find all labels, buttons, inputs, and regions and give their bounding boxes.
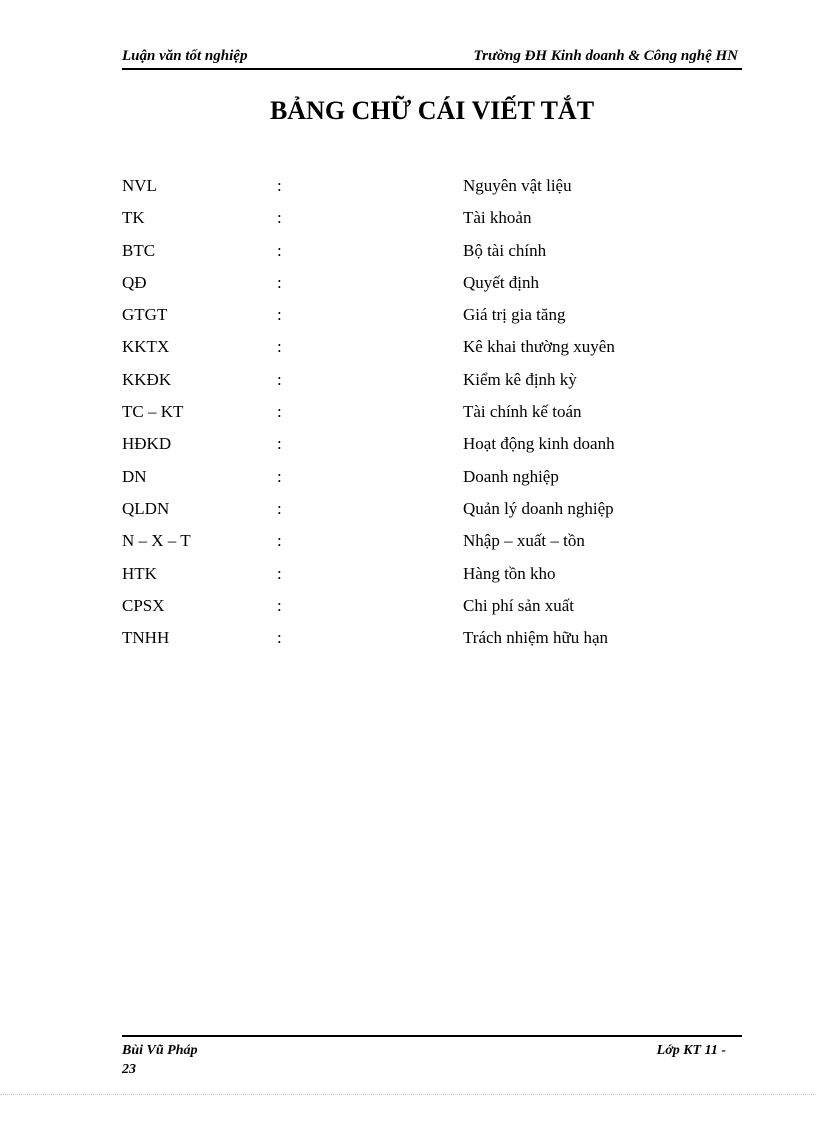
abbreviation-term: CPSX — [122, 595, 165, 615]
abbreviation-meaning: Chi phí sản xuất — [463, 595, 574, 615]
abbreviation-meaning: Nhập – xuất – tồn — [463, 531, 585, 551]
abbreviation-term: TNHH — [122, 628, 170, 648]
abbreviation-meaning: Nguyên vật liệu — [463, 176, 572, 195]
page-footer — [122, 1035, 742, 1077]
abbreviation-separator: : — [277, 369, 282, 389]
abbreviation-row — [122, 398, 722, 430]
abbreviation-term: GTGT — [122, 305, 168, 325]
abbreviation-list — [122, 172, 722, 656]
abbreviation-term: HTK — [122, 563, 157, 583]
abbreviation-term: HĐKD — [122, 434, 172, 454]
abbreviation-separator: : — [277, 595, 282, 615]
header-thesis-label: Luận văn tốt nghiệp — [122, 48, 248, 64]
footer-class: Lớp KT 11 - — [656, 1043, 726, 1058]
abbreviation-row — [122, 333, 722, 365]
abbreviation-meaning: Tài chính kế toán — [463, 402, 582, 422]
abbreviation-term: KKĐK — [122, 369, 172, 389]
abbreviation-meaning: Tài khoản — [463, 208, 532, 228]
abbreviation-separator: : — [277, 434, 282, 454]
abbreviation-term: TK — [122, 208, 145, 228]
abbreviation-term: TC – KT — [122, 402, 184, 422]
abbreviation-separator: : — [277, 628, 282, 648]
abbreviation-separator: : — [277, 305, 282, 325]
abbreviation-meaning: Kê khai thường xuyên — [463, 337, 615, 357]
abbreviation-meaning: Hoạt động kinh doanh — [463, 434, 615, 454]
page-header — [122, 48, 742, 70]
abbreviation-separator: : — [277, 402, 282, 422]
abbreviation-row — [122, 560, 722, 592]
abbreviation-separator: : — [277, 337, 282, 357]
abbreviation-row — [122, 527, 722, 559]
abbreviation-separator: : — [277, 240, 282, 260]
footer-author: Bùi Vũ Pháp — [122, 1043, 198, 1058]
abbreviation-separator: : — [277, 272, 282, 292]
page-title: BẢNG CHỮ CÁI VIẾT TẮT — [269, 96, 595, 125]
abbreviation-term: QLDN — [122, 498, 170, 518]
abbreviation-term: BTC — [122, 240, 156, 260]
abbreviation-row — [122, 301, 722, 333]
abbreviation-row — [122, 624, 722, 656]
header-university-name: Trường ĐH Kinh doanh & Công nghệ HN — [473, 48, 738, 64]
abbreviation-row — [122, 366, 722, 398]
abbreviation-separator: : — [277, 176, 282, 195]
abbreviation-meaning: Trách nhiệm hữu hạn — [463, 628, 609, 648]
abbreviation-meaning: Doanh nghiệp — [463, 466, 559, 486]
abbreviation-meaning: Hàng tồn kho — [463, 563, 556, 583]
abbreviation-row — [122, 269, 722, 301]
abbreviation-meaning: Quyết định — [463, 272, 540, 292]
abbreviation-row — [122, 204, 722, 236]
abbreviation-term: DN — [122, 466, 147, 486]
abbreviation-separator: : — [277, 563, 282, 583]
abbreviation-meaning: Bộ tài chính — [463, 240, 547, 260]
abbreviation-row — [122, 172, 722, 204]
abbreviation-term: KKTX — [122, 337, 170, 357]
abbreviation-row — [122, 495, 722, 527]
abbreviation-separator: : — [277, 498, 282, 518]
page-boundary-divider — [0, 1094, 816, 1095]
abbreviation-row — [122, 592, 722, 624]
abbreviation-term: NVL — [122, 176, 157, 195]
abbreviation-row — [122, 430, 722, 462]
page-number: 23 — [122, 1062, 136, 1077]
abbreviation-meaning: Giá trị gia tăng — [463, 305, 566, 325]
abbreviation-meaning: Quản lý doanh nghiệp — [463, 498, 614, 518]
abbreviation-term: QĐ — [122, 272, 147, 292]
abbreviation-term: N – X – T — [122, 531, 191, 551]
abbreviation-separator: : — [277, 466, 282, 486]
abbreviation-meaning: Kiểm kê định kỳ — [463, 369, 577, 389]
abbreviation-separator: : — [277, 531, 282, 551]
abbreviation-row — [122, 463, 722, 495]
abbreviation-row — [122, 237, 722, 269]
abbreviation-separator: : — [277, 208, 282, 228]
